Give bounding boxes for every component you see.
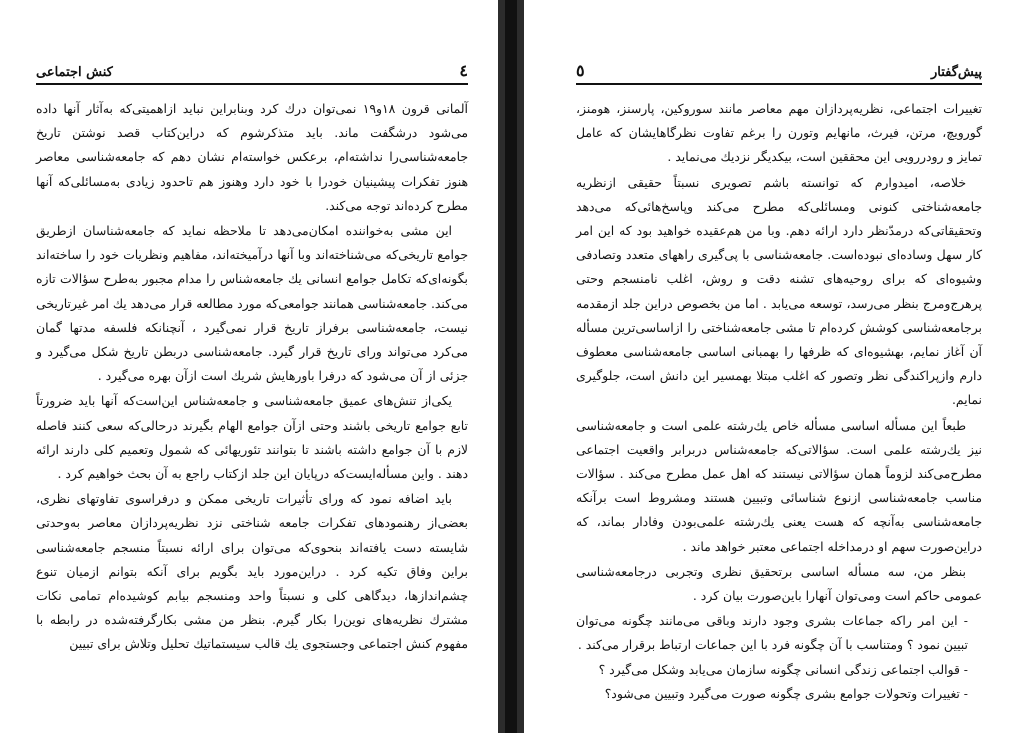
right-paragraph-4: بنظر من، سه مسأله اساسی برتحقیق نظری وتجربی درجامعه‌شناسی عمومی حاكم است ومی‌توان آنهارا باین‌صورت بیان كرد . — [576, 563, 982, 604]
list-item: - این امر راكه جماعات بشری وجود دارند وباقی می‌مانند چگونه می‌توان تبیین نمود ؟ ومتناسب با آن چگونه فرد با این جماعات ارتباط برقرار می‌كند . — [576, 613, 968, 653]
left-paragraph-2: این مشی به‌خواننده امكان‌می‌دهد تا ملاحظه نماید كه جامعه‌شناسان ازطریق جوامع تاریخی‌كه می‌شناخته‌اند وبا آنها درآمیخته‌اند، مفاهیم ونظریات خود را ساخته‌اند بگونه‌ای‌كه تكامل جوامع انسانی یك جامعه‌شناس را مدام مجبور به‌طرح سؤالات تازه می‌كند. جامعه‌شناسی همانند جوامعی‌كه مورد مطالعه قرار می‌دهد یك امر غیرتاریخی نیست، جامعه‌شناسی برفراز تاریخ قرار نمی‌گیرد ، آنچنانكه فلسفه مدتها گمان می‌كرد می‌تواند وراى تاریخ قرار گیرد. جامعه‌شناسی دربطن تاریخ شكل می‌گیرد و جزئی از آن می‌شود كه درفرا باورهایش شریك است ازآن بهره می‌گیرد . — [36, 223, 468, 384]
right-paragraph-3: طبعاً این مسأله اساسی مسأله خاص یك‌رشته علمی است و جامعه‌شناسی نیز یك‌رشته علمی است. سؤالاتی‌كه جامعه‌شناس دربرابر واقعیت اجتماعی مطرح‌می‌كند لزوماً همان سؤالاتی نیستند كه اهل عمل مطرح می‌كند . سؤالات مناسب جامعه‌شناسی ازنوع شناسائی وتبیین هستند ومشروط است برآنكه جامعه‌شناسی به‌آنچه كه هست یعنی یك‌رشته علمی‌بودن وفادار بماند، كه دراین‌صورت سهم او درمداخله اجتماعی معتبر خواهد ماند . — [576, 417, 982, 554]
left-page-header — [36, 62, 468, 85]
right-paragraph-2: خلاصه، امیدوارم كه توانسته باشم تصویری نسبتاً حقیقی ازنظریه جامعه‌شناختی كنونی ومسائلی‌كه مطرح می‌كند وپاسخ‌هائی‌كه می‌دهد وتحقیقاتی‌كه درمدّنظر دارد ارائه دهم. وبا من هم‌عقیده خواهید بود كه این امر كار سهل وساده‌ای نبوده‌است. جامعه‌شناسی با پی‌گیری راههای متعدد وتصادفی وشیوه‌ای كه برای روحیه‌های تشنه دقت و روش، اغلب نامنسجم وحتی پرهرج‌ومرج بنظر می‌رسد، توسعه می‌یابد . اما من بخصوص دراین جلد ازمقدمه برجامعه‌شناسی كوشش كرده‌ام تا مشی جامعه‌شناختی را ازاساسی‌ترین مسأله آن آغاز نمایم، بهشیوه‌ای كه ظرفها را بهمبانی اساسی جامعه‌شناسی معطوف دارم وازپراكندگی نظر وتصور كه اغلب مبتلا بهمسیر این دانش است، جلوگیری نمایم. — [576, 174, 982, 408]
right-page-number: ٥ — [576, 61, 585, 80]
book-gutter-shadow — [505, 0, 517, 733]
list-item: - تغییرات وتحولات جوامع بشری چگونه صورت می‌گیرد وتبیین می‌شود؟ — [604, 685, 968, 701]
right-paragraph-1: تغییرات اجتماعی، نظریه‌پردازان مهم معاصر مانند سوروكین، پارسنز، هومنز، گورویچ، مرتن، فیرث، مانهایم وتورن را برغم تفاوت نظرگاهایشان كه عامل تمایز و رودررویی این محققین است، بیكدیگر نزدیك می‌نماید . — [576, 101, 982, 165]
left-paragraph-1: آلمانی قرون ۱۸و۱۹ نمی‌توان درك كرد وبنابراین نباید ازاهمیتی‌كه به‌آثار آنها داده می‌شود درشگفت ماند. باید متذكرشوم كه دراین‌كتاب قصد نوشتن تاریخ جامعه‌شناسی‌را نداشته‌ام، برعكس خواسته‌ام نشان دهم كه جامعه‌شناسی معاصر هنوز تفكرات پیشینیان خودرا با خود دارد وهنوز هم تاحدود زیادی به‌مسائلی‌كه آنها مطرح كرده‌اند توجه می‌كند. — [36, 101, 468, 213]
left-page-number: ٤ — [459, 61, 468, 80]
left-page — [0, 0, 498, 733]
right-page-body — [576, 97, 982, 706]
right-page-header — [576, 62, 982, 85]
right-page-running-title: پیش‌گفتار — [930, 65, 982, 80]
left-paragraph-4: باید اضافه نمود كه وراى تأثیرات تاریخی ممكن و درفراسوی تفاوتهای نظری، بعضی‌از رهنمودهای تفكرات جامعه شناختی نزد نظریه‌پردازان معاصر به‌وحدتی شایسته دست یافته‌اند بنحوی‌كه می‌توان برای ارائه نسبتاً منسجم جامعه‌شناسی براین وفاق تكیه كرد . دراین‌مورد باید بگویم برای آنكه بتوانم ازمیان تنوع چشم‌اندازها، دیدگاهی كلی و نسبتاً واحد ومنسجم بیابم كوشیده‌ام تمامی نكات مشترك نظریه‌های نوین‌را بكار گیرم. بنظر من مشی بكارگرفته‌شده در رابطه با مفهوم كنش اجتماعی وجستجوی یك قالب سیستماتیك تحلیل وتلاش برای تبیین — [36, 491, 468, 652]
left-page-running-title: کنش اجتماعی — [36, 65, 113, 80]
right-page — [524, 0, 1024, 733]
left-paragraph-3: یكی‌از تنش‌های عمیق جامعه‌شناسی و جامعه‌شناس این‌است‌كه آنها باید ضرورتاً تابع جوامع تاریخی باشند وحتی ازآن جوامع الهام بگیرند درحالی‌كه سعی كنند فاصله لازم با آن جوامع داشته باشند تا بتوانند تئوریهائی كه شمول وتعمیم كلی دارند ارائه دهند . واین مسأله‌ایست‌كه درپایان این جلد ازكتاب راجع به آن بحث خواهیم كرد . — [36, 393, 468, 482]
list-item: - قوالب اجتماعی زندگی انسانی چگونه سازمان می‌یابد وشكل می‌گیرد ؟ — [598, 661, 968, 677]
left-page-body — [36, 97, 468, 657]
